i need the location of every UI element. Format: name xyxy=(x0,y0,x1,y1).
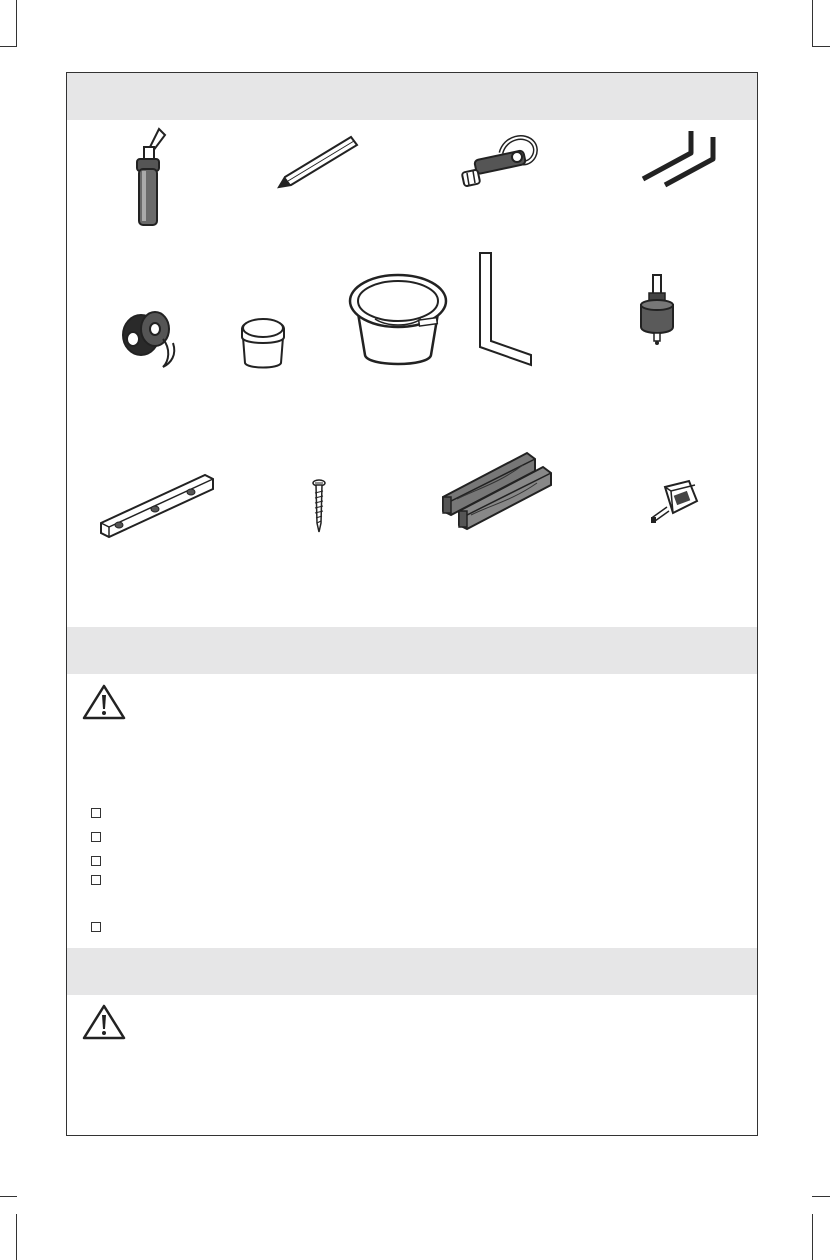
flux-jar-icon xyxy=(239,317,287,369)
checklist xyxy=(91,801,111,939)
level xyxy=(97,467,217,547)
pencil xyxy=(277,133,359,189)
section-header xyxy=(67,627,757,674)
checklist-item[interactable] xyxy=(91,849,111,873)
checklist-item[interactable] xyxy=(91,825,111,849)
wood-screw xyxy=(311,479,327,533)
solder-spool-icon xyxy=(119,307,179,371)
crop-mark xyxy=(16,0,17,46)
pencil-icon xyxy=(277,133,359,189)
hex-keys xyxy=(641,129,721,189)
checkbox[interactable] xyxy=(91,808,101,818)
carpenter-square xyxy=(477,251,535,369)
checklist-item[interactable] xyxy=(91,915,111,939)
warning-triangle-icon xyxy=(81,1003,127,1041)
flux-jar xyxy=(239,317,287,369)
checkbox[interactable] xyxy=(91,875,101,885)
page-frame xyxy=(66,72,758,1136)
crop-mark xyxy=(0,1196,17,1197)
tape-measure-icon xyxy=(649,477,699,525)
crop-mark xyxy=(812,46,830,47)
checkbox[interactable] xyxy=(91,832,101,842)
crop-mark xyxy=(16,1214,17,1260)
section-header xyxy=(67,948,757,995)
section-header xyxy=(67,73,757,120)
crop-mark xyxy=(812,1196,830,1197)
lumber-boards xyxy=(441,449,553,531)
shutoff-valve xyxy=(637,275,677,347)
wood-screw-icon xyxy=(311,479,327,533)
tubing-cutter-icon xyxy=(461,133,541,189)
checklist-item[interactable] xyxy=(91,801,111,825)
warning-triangle-icon xyxy=(81,683,127,721)
hex-keys-icon xyxy=(641,129,721,189)
crop-mark xyxy=(0,46,17,47)
checkbox[interactable] xyxy=(91,856,101,866)
warning xyxy=(81,1003,127,1046)
propane-torch xyxy=(131,127,171,227)
level-icon xyxy=(97,467,217,547)
lumber-boards-icon xyxy=(441,449,553,531)
carpenter-square-icon xyxy=(477,251,535,369)
crop-mark xyxy=(812,1214,813,1260)
bucket xyxy=(347,267,449,369)
checkbox[interactable] xyxy=(91,922,101,932)
bucket-icon xyxy=(347,267,449,369)
tape-measure xyxy=(649,477,699,525)
tubing-cutter xyxy=(461,133,541,189)
warning xyxy=(81,683,127,726)
propane-torch-icon xyxy=(131,127,171,227)
checklist-item[interactable] xyxy=(91,873,111,915)
crop-mark xyxy=(812,0,813,46)
solder-spool xyxy=(119,307,179,371)
shutoff-valve-icon xyxy=(637,275,677,347)
